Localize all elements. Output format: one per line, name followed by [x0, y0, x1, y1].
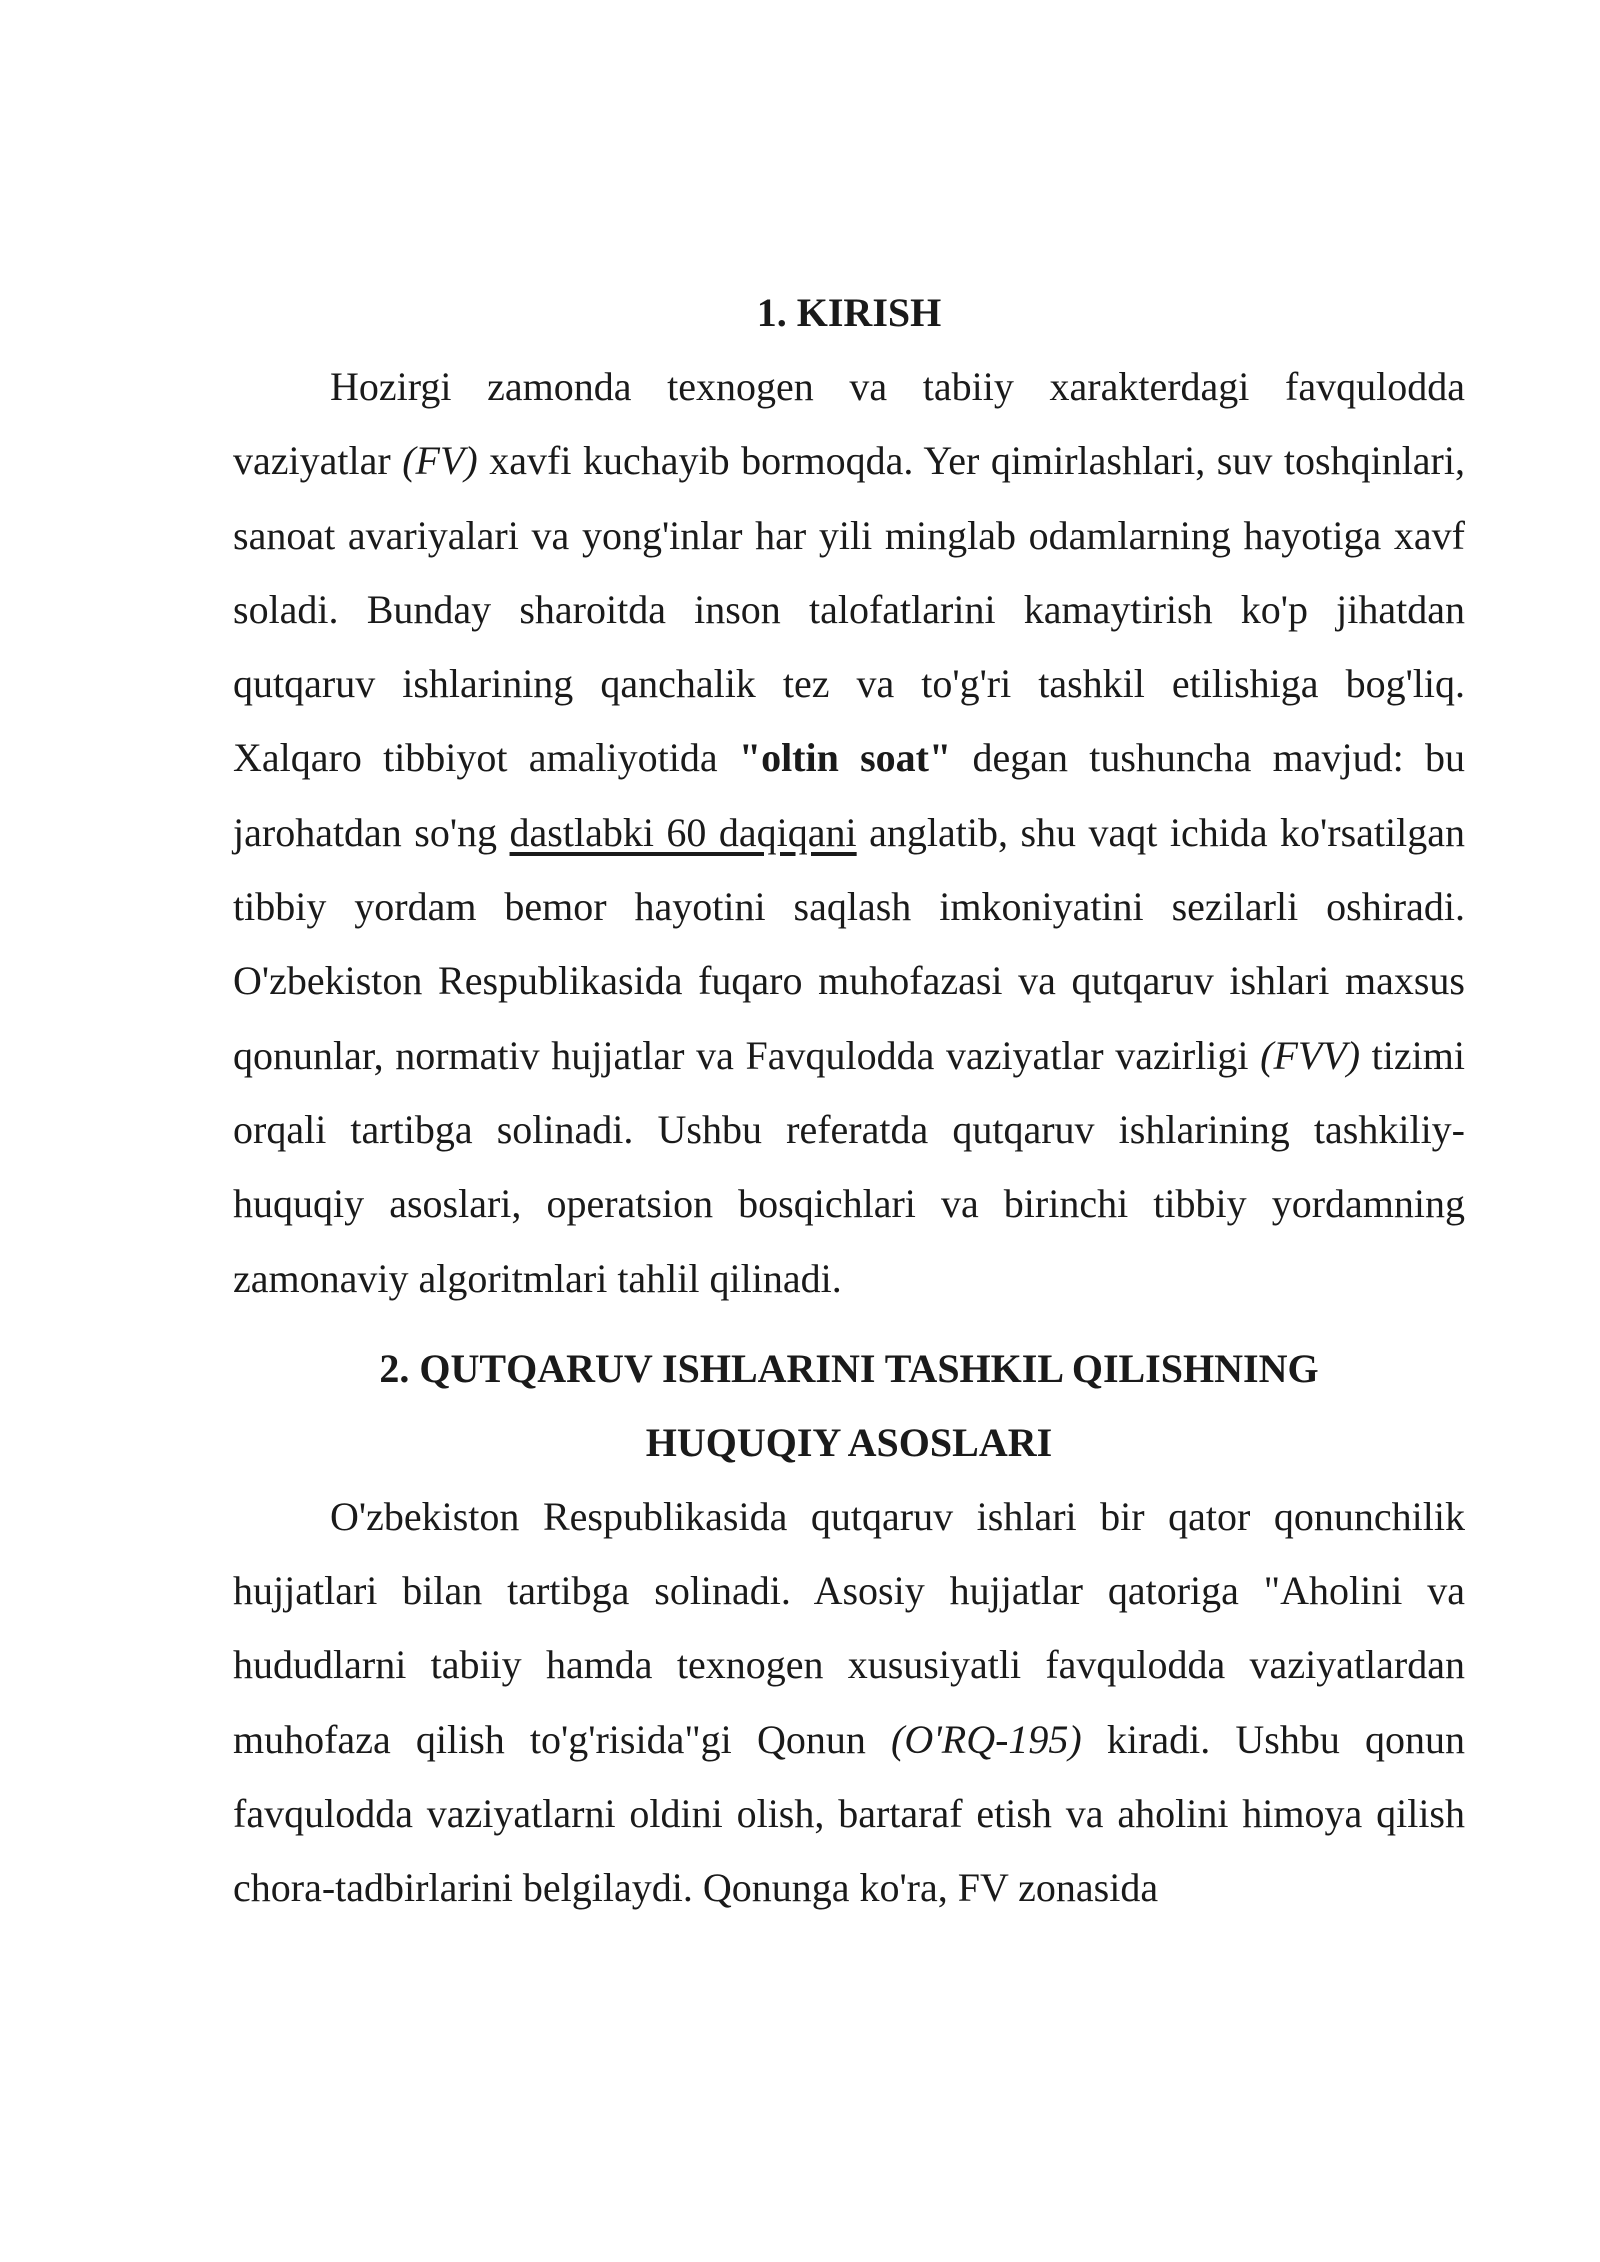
- page-content: [233, 276, 1465, 1926]
- text-run: tizimi orqali tartibga solinadi. Ushbu referatda qutqaruv ishlarining tashkiliy-huquqiy asoslari, operatsion bosqichlari va birinchi tibbiy yordamning zamonaviy algoritmlari tahlil qilinadi.: [233, 1032, 1466, 1301]
- text-run: anglatib, shu vaqt ichida ko'rsatilgan tibbiy yordam bemor hayotini saqlash imkoniyatini sezilarli oshiradi. O'zbekiston Respublikasida fuqaro muhofazasi va qutqaruv ishlari maxsus qonunlar, normativ hujjatlar va Favqulodda vaziyatlar vazirligi: [233, 809, 1465, 1078]
- text-run: O'zbekiston Respublikasida qutqaruv ishlari bir qator qonunchilik hujjatlari bilan tartibga solinadi. Asosiy hujjatlar qatoriga "Aholini va hududlarni tabiiy hamda texnogen xususiyatli favqulodda vaziyatlardan muhofaza qilish to'g'risida"gi Qonun: [233, 1493, 1465, 1762]
- italic-law-code: (O'RQ-195): [891, 1716, 1082, 1762]
- section-2-heading-line-1: 2. QUTQARUV ISHLARINI TASHKIL QILISHNING: [379, 1345, 1319, 1391]
- section-2-paragraph: [233, 1480, 1465, 1926]
- text-run: Hozirgi zamonda texnogen va tabiiy xarakterdagi favqulodda vaziyatlar: [233, 364, 1465, 484]
- bold-term-oltin-soat: "oltin soat": [738, 735, 952, 781]
- section-2-heading: [233, 1332, 1465, 1480]
- section-1-heading: 1. KIRISH: [756, 290, 942, 335]
- italic-abbreviation-fv: (FV): [402, 438, 478, 484]
- text-run: kiradi. Ushbu qonun favqulodda vaziyatlarni oldini olish, bartaraf etish va aholini himoya qilish chora-tadbirlarini belgilaydi. Qonunga ko'ra, FV zonasida: [233, 1716, 1465, 1911]
- text-run: xavfi kuchayib bormoqda. Yer qimirlashlari, suv toshqinlari, sanoat avariyalari va yong'inlar har yili minglab odamlarning hayotiga xavf soladi. Bunday sharoitda inson talofatlarini kamaytirish ko'p jihatdan qutqaruv ishlarining qanchalik tez va to'g'ri tashkil etilishiga bog'liq. Xalqaro tibbiyot amaliyotida: [233, 438, 1465, 781]
- underlined-phrase: dastlabki 60 daqiqani: [509, 809, 857, 855]
- text-run: degan tushuncha mavjud: bu jarohatdan so'ng: [233, 735, 1465, 855]
- section-1-paragraph: [233, 350, 1465, 1316]
- italic-abbreviation-fvv: (FVV): [1260, 1032, 1361, 1078]
- section-2-heading-line-2: HUQUQIY ASOSLARI: [645, 1419, 1053, 1465]
